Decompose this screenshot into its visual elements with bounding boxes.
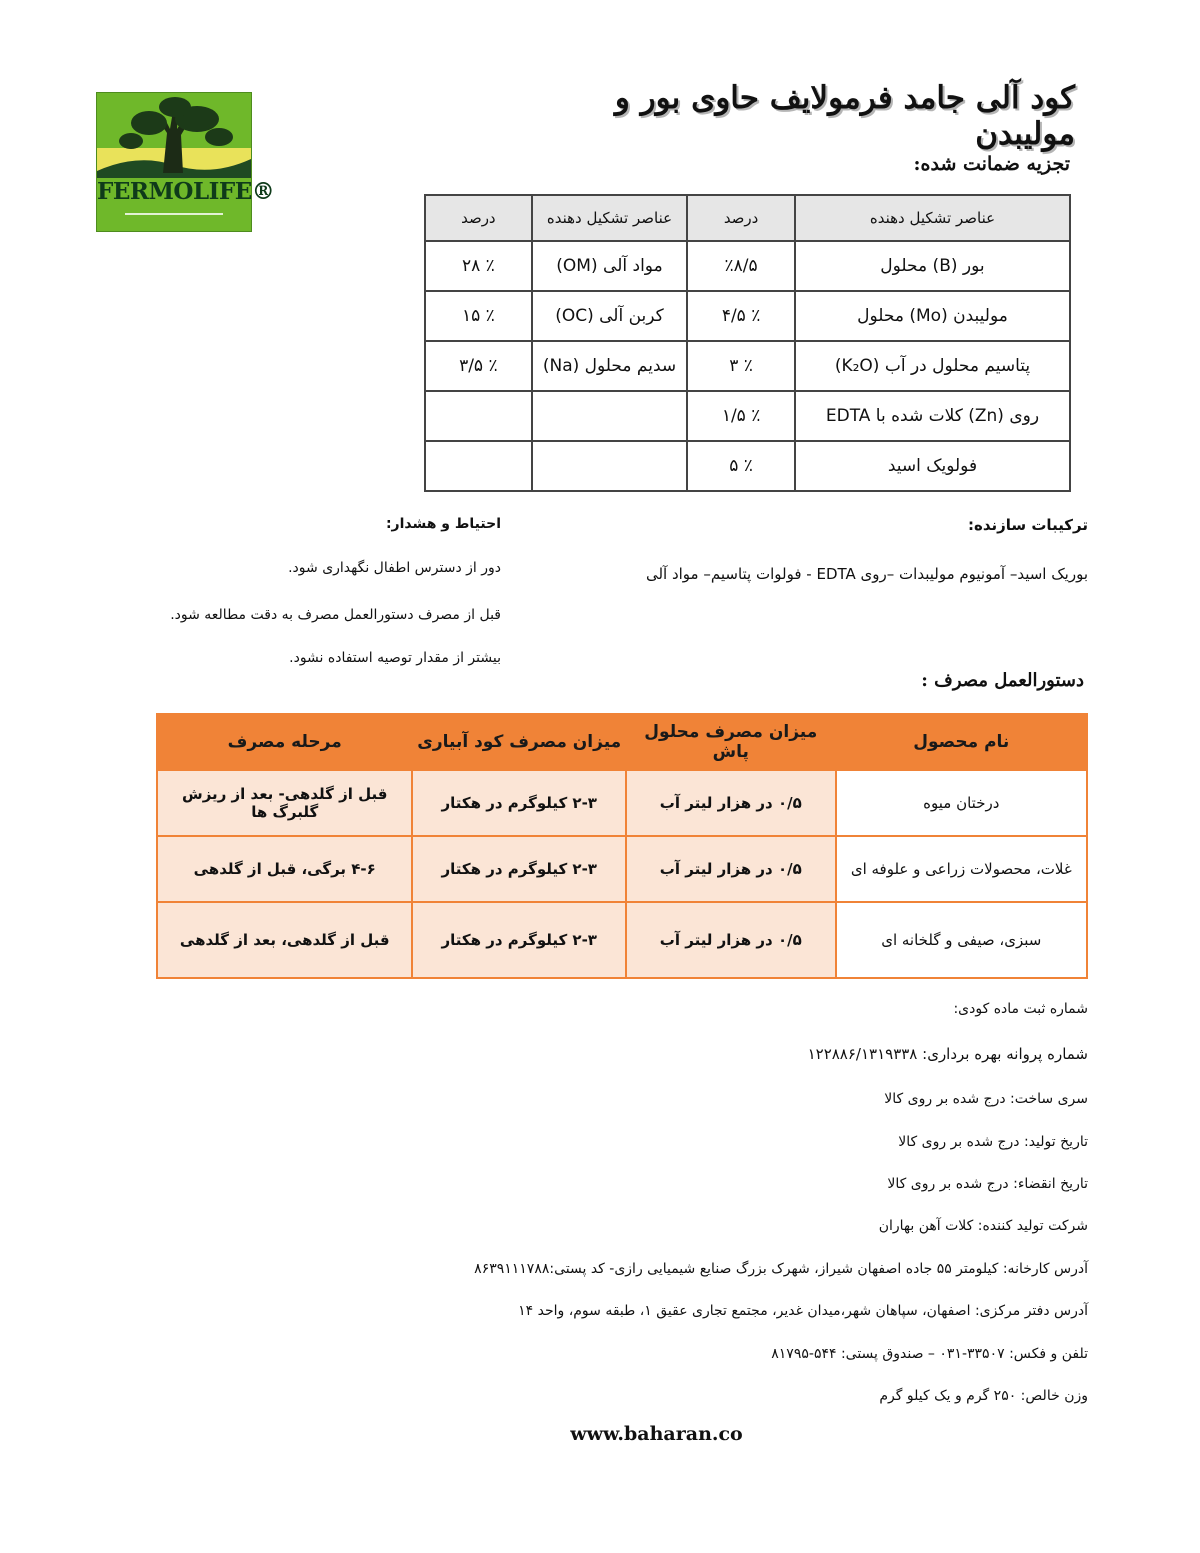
analysis-header-cell: عناصر تشکیل دهنده <box>795 195 1070 241</box>
analysis-cell: مواد آلی (OM) <box>532 241 688 291</box>
analysis-cell: ٪ ۱۵ <box>425 291 532 341</box>
analysis-cell: ٪ ۴/۵ <box>687 291 795 341</box>
usage-header-cell: مرحله مصرف <box>157 714 412 770</box>
components-text: بوریک اسید– آمونیوم مولیبدات –روی EDTA - فولوات پتاسیم– مواد آلی <box>645 565 1088 583</box>
usage-header-row <box>157 714 1087 770</box>
document-title: کود آلی جامد فرمولایف حاوی بور و مولیبدن <box>614 80 1075 152</box>
usage-header-cell: میزان مصرف کود آبیاری <box>412 714 626 770</box>
warning-line: قبل از مصرف دستورالعمل مصرف به دقت مطالعه شود. <box>170 607 501 623</box>
analysis-header-cell: درصد <box>425 195 532 241</box>
usage-cell: ۴-۶ برگی، قبل از گلدهی <box>157 836 412 902</box>
analysis-cell: ٪ ۳ <box>687 341 795 391</box>
analysis-row <box>425 391 1070 441</box>
usage-header-cell: نام محصول <box>836 714 1087 770</box>
analysis-table <box>424 194 1071 492</box>
usage-row <box>157 770 1087 836</box>
usage-cell: ۲-۳ کیلوگرم در هکتار <box>412 902 626 978</box>
usage-cell: قبل از گلدهی- بعد از ریزش گلبرگ ها <box>157 770 412 836</box>
tree-icon <box>97 93 275 231</box>
analysis-cell: روی (Zn) کلات شده با EDTA <box>795 391 1070 441</box>
analysis-cell: سدیم محلول (Na) <box>532 341 688 391</box>
usage-cell: ۰/۵ در هزار لیتر آب <box>626 770 836 836</box>
fermolife-logo <box>96 92 275 232</box>
usage-row <box>157 836 1087 902</box>
analysis-header-cell: درصد <box>687 195 795 241</box>
production-date: تاریخ تولید: درج شده بر روی کالا <box>898 1134 1088 1150</box>
analysis-row <box>425 291 1070 341</box>
expiry-date: تاریخ انقضاء: درج شده بر روی کالا <box>887 1176 1088 1192</box>
analysis-header-cell: عناصر تشکیل دهنده <box>532 195 688 241</box>
website-link[interactable]: www.baharan.co <box>570 1423 743 1445</box>
analysis-row <box>425 241 1070 291</box>
logo-ornament <box>125 213 223 223</box>
usage-header-cell: میزان مصرف محلول پاش <box>626 714 836 770</box>
factory-address: آدرس کارخانه: کیلومتر ۵۵ جاده اصفهان شیراز، شهرک بزرگ صنایع شیمیایی رازی- کد پستی:۸۶۳۹۱۱۱۷۸۸ <box>474 1261 1088 1277</box>
analysis-cell: ٪ ۳/۵ <box>425 341 532 391</box>
analysis-cell: بور (B) محلول <box>795 241 1070 291</box>
warning-line: بیشتر از مقدار توصیه استفاده نشود. <box>289 650 501 666</box>
warning-heading: احتیاط و هشدار: <box>385 516 501 532</box>
usage-cell: غلات، محصولات زراعی و علوفه ای <box>836 836 1087 902</box>
usage-cell: ۰/۵ در هزار لیتر آب <box>626 902 836 978</box>
analysis-cell: ٪۸/۵ <box>687 241 795 291</box>
warning-line: دور از دسترس اطفال نگهداری شود. <box>288 560 501 576</box>
analysis-row <box>425 341 1070 391</box>
license-number: شماره پروانه بهره برداری: ۱۲۲۸۸۶/۱۳۱۹۳۳۸ <box>807 1045 1088 1063</box>
analysis-cell: ٪ ۲۸ <box>425 241 532 291</box>
usage-cell: درختان میوه <box>836 770 1087 836</box>
analysis-cell <box>532 441 688 491</box>
analysis-cell: ٪ ۱/۵ <box>687 391 795 441</box>
usage-table <box>156 713 1088 979</box>
usage-cell: سبزی، صیفی و گلخانه ای <box>836 902 1087 978</box>
analysis-cell <box>532 391 688 441</box>
analysis-header-row <box>425 195 1070 241</box>
analysis-cell: پتاسیم محلول در آب (K₂O) <box>795 341 1070 391</box>
phone-fax: تلفن و فکس: ۳۳۵۰۷-۰۳۱ – صندوق پستی: ۵۴۴-۸۱۷۹۵ <box>771 1346 1088 1362</box>
usage-cell: ۰/۵ در هزار لیتر آب <box>626 836 836 902</box>
usage-row <box>157 902 1087 978</box>
manufacturer: شرکت تولید کننده: کلات آهن بهاران <box>878 1218 1088 1234</box>
analysis-cell: مولیبدن (Mo) محلول <box>795 291 1070 341</box>
net-weight: وزن خالص: ۲۵۰ گرم و یک کیلو گرم <box>879 1388 1088 1404</box>
usage-heading: دستورالعمل مصرف : <box>921 670 1084 691</box>
analysis-row <box>425 441 1070 491</box>
components-heading: ترکیبات سازنده: <box>967 516 1088 534</box>
analysis-cell: کربن آلی (OC) <box>532 291 688 341</box>
analysis-cell <box>425 391 532 441</box>
registration-number: شماره ثبت ماده کودی: <box>953 1001 1088 1017</box>
office-address: آدرس دفتر مرکزی: اصفهان، سپاهان شهر،میدان غدیر، مجتمع تجاری عقیق ۱، طبقه سوم، واحد ۱۴ <box>518 1303 1088 1319</box>
usage-cell: ۲-۳ کیلوگرم در هکتار <box>412 836 626 902</box>
analysis-cell <box>425 441 532 491</box>
website-link-row <box>0 1423 1200 1445</box>
logo-brand-text: FERMOLIFE® <box>97 178 275 205</box>
batch-number: سری ساخت: درج شده بر روی کالا <box>884 1091 1088 1107</box>
usage-cell: ۲-۳ کیلوگرم در هکتار <box>412 770 626 836</box>
analysis-cell: ٪ ۵ <box>687 441 795 491</box>
usage-cell: قبل از گلدهی، بعد از گلدهی <box>157 902 412 978</box>
analysis-heading: تجزیه ضمانت شده: <box>913 153 1070 175</box>
analysis-cell: فولویک اسید <box>795 441 1070 491</box>
